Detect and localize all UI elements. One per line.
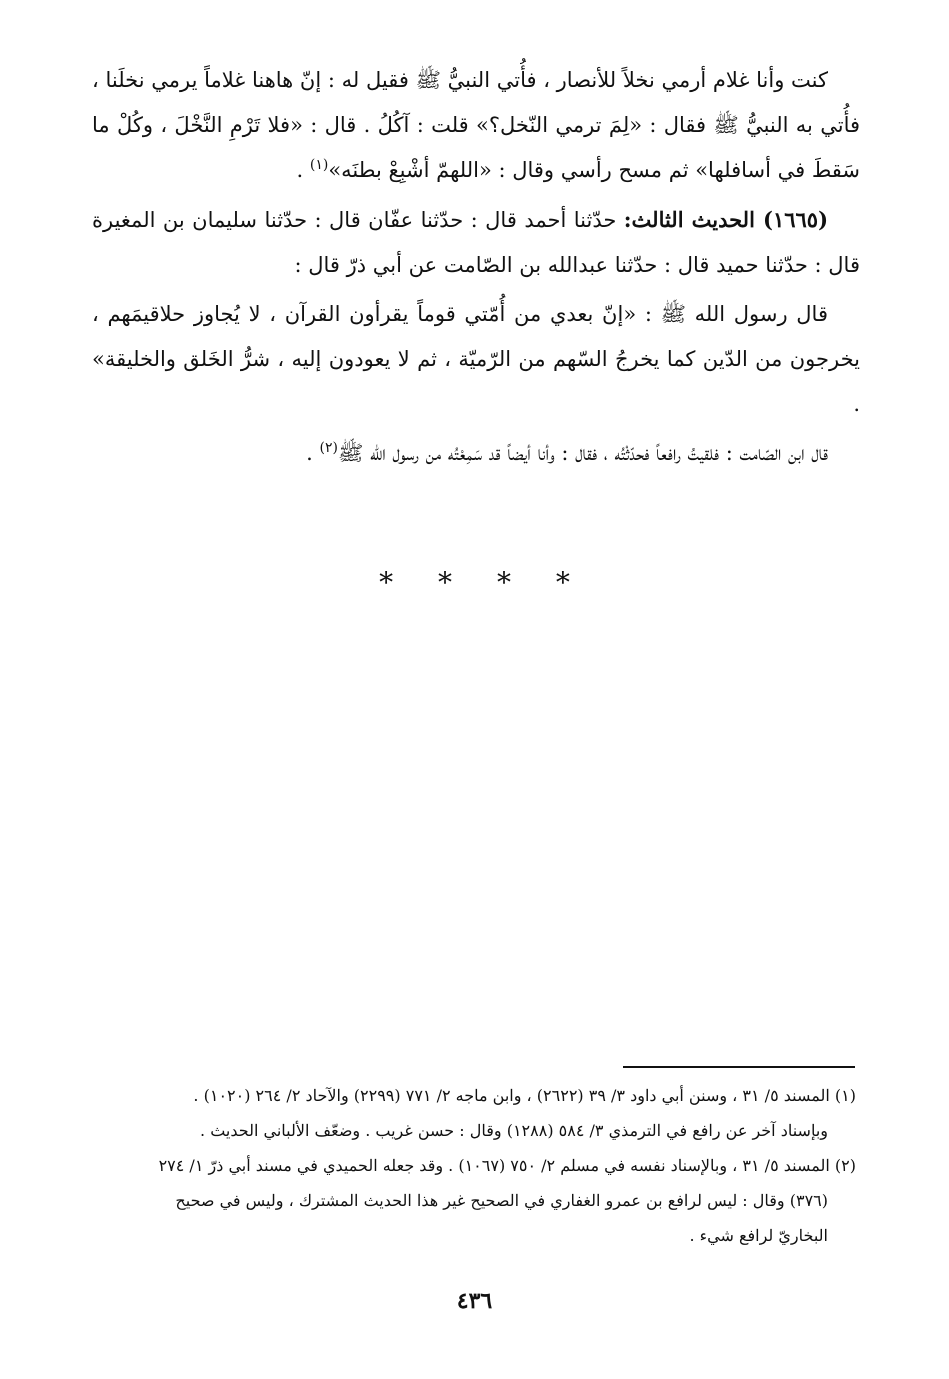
para1-line1: كنت وأنا غلام أرمي نخلاً للأنصار ، فأُتي النبيُّ ﷺ فقيل له : إنّ هاهنا غلاماً يرمي: [151, 68, 828, 92]
footnote-ref-2: (٢): [319, 440, 338, 456]
footnote-1-line1: (١) المسند ٥/ ٣١ ، وسنن أبي داود ٣/ ٣٩ (٢٦٢٢) ، وابن ماجه ٢/ ٧٧١ (٢٢٩٩) والآحاد ٢/ ٢٦٤ (١٠٢٠) .: [193, 1086, 856, 1105]
para2-text: حدّثنا أحمد قال : حدّثنا عفّان قال : حدّثنا سليمان بن المغيرة قال : حدّثنا حميد قال : حدّثنا عبدالله بن الصّامت عن أبي ذرّ قال :: [92, 208, 860, 277]
footnote-1-line2: وبإسناد آخر عن رافع في الترمذي ٣/ ٥٨٤ (١٢٨٨) وقال : حسن غريب . وضعّف الألباني الحديث .: [200, 1121, 828, 1140]
footnote-2-line3: البخاريّ لرافع شيء .: [689, 1226, 828, 1245]
para1-line2: نخلَنا ، فأُتي به النبيُّ ﷺ فقال : «لِمَ ترمي النّخل؟» قلت : آكُلُ . قال : «فلا تَرْمِ النَّخْلَ ،: [92, 68, 861, 137]
para4-end: .: [306, 441, 320, 465]
asterisk-2: *: [438, 566, 453, 599]
hadith-heading: (١٦٦٥) الحديث الثالث:: [623, 207, 828, 232]
para1-end: .: [296, 158, 310, 182]
section-divider-ornament: [0, 566, 949, 599]
asterisk-4: *: [555, 566, 570, 599]
paragraph-2: [92, 197, 860, 288]
footnote-separator: [623, 1066, 855, 1068]
asterisk-1: *: [379, 566, 394, 599]
footnote-ref-1: (١): [309, 157, 329, 173]
main-text: [92, 58, 860, 480]
page-number: ٤٣٦: [456, 1288, 493, 1314]
asterisk-3: *: [496, 566, 511, 599]
paragraph-1: [92, 58, 860, 193]
para3-text: قال رسول الله ﷺ : «إنّ بعدي من أُمّتي قوماً يقرأون القرآن ، لا يُجاوز حلاقيمَهم ، يخرجون من الدّين كما يخرجُ السّهم من الرّميّة ، ثم لا يعودون إليه ، شرُّ الخَلق والخليقة» .: [92, 302, 860, 416]
footnotes: [90, 1078, 856, 1253]
para1-line3: وكُلْ ما سَقطَ في أسافلها» ثم مسح رأسي وقال : «اللهمّ أشْبِعْ بطنَه»: [92, 113, 860, 182]
footnote-2-line1: (٢) المسند ٥/ ٣١ ، وبالإسناد نفسه في مسلم ٢/ ٧٥٠ (١٠٦٧) . وقد جعله الحميدي في مسند أبي ذرّ ١/ ٢٧٤: [158, 1156, 856, 1175]
paragraph-4: [92, 431, 860, 476]
footnote-2-line2: (٣٧٦) وقال : ليس لرافع بن عمرو الغفاري في الصحيح غير هذا الحديث المشترك ، وليس في صحيح: [175, 1191, 828, 1210]
para4-text: قال ابن الصّامت : فلقيتُ رافعاً فحدّثْتُه ، فقال : وأنا أيضاً قد سَمِعْتُه من رسول الله ﷺ: [337, 441, 828, 465]
paragraph-3: [92, 292, 860, 427]
